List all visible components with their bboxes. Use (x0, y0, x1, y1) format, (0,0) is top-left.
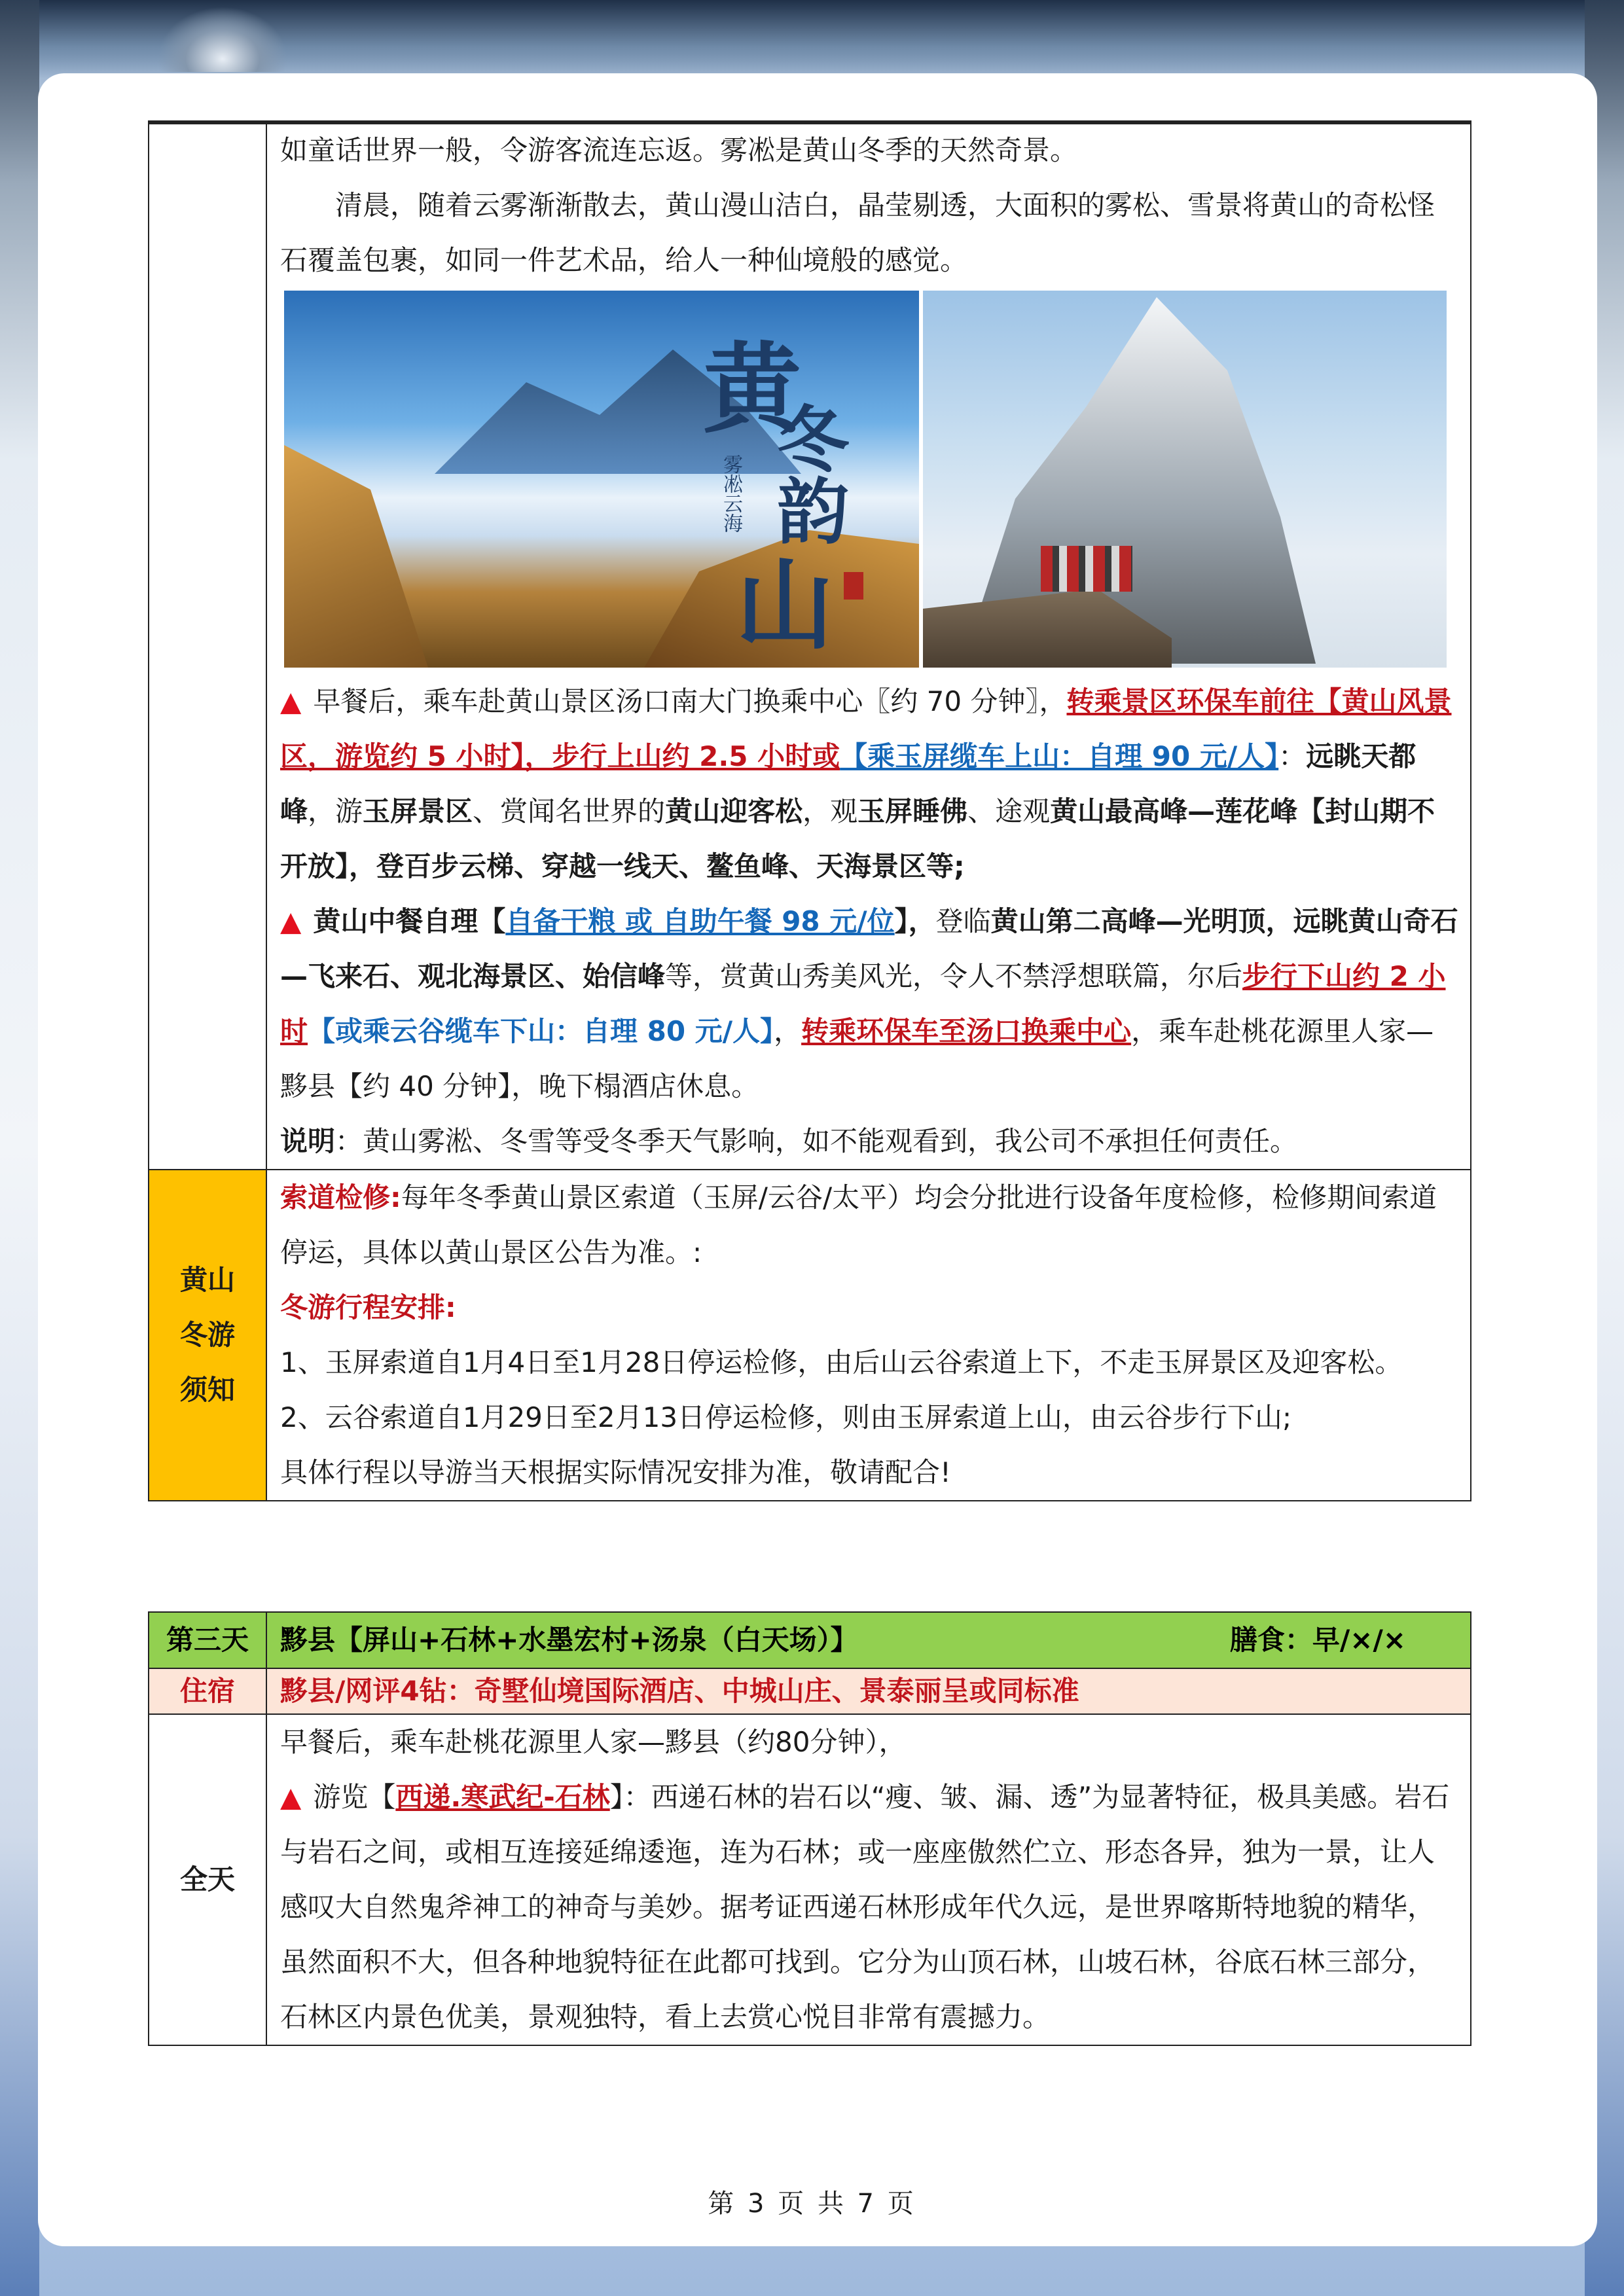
intro-text: 如童话世界一般，令游客流连忘返。雾凇是黄山冬季的天然奇景。 (280, 134, 1078, 166)
note-text: ：黄山雾淞、冬雪等受冬季天气影响，如不能观看到，我公司不承担任何责任。 (335, 1125, 1298, 1157)
stay-label: 住宿 (149, 1668, 266, 1714)
allday-content-cell (266, 1714, 1471, 2045)
stay-hotels: 黟县/网评4钻：奇墅仙境国际酒店、中城山庄、景泰丽呈或同标准 (266, 1668, 1471, 1714)
ropeway-heading: 索道检修: (280, 1181, 401, 1213)
notice-label-2: 冬游 (179, 1319, 235, 1351)
winter-plan-item-1: 1、玉屏索道自1月4日至1月28日停运检修，由后山云谷索道上下，不走玉屏景区及迎客松。 (280, 1346, 1403, 1378)
text-a3: 【乘玉屏缆车上山：自理 90 元/人】 (840, 740, 1279, 772)
mountain-banner (0, 0, 1624, 79)
snowy-peak-photo (923, 291, 1447, 668)
day3-text-a: 游览【 (313, 1781, 396, 1813)
text-b1: 黄山中餐自理【 (313, 905, 506, 937)
itinerary-table-day3 (148, 1611, 1471, 2046)
text-b7: 步行下山约 2 小时 (280, 960, 1446, 1047)
triangle-icon: ▲ (280, 1781, 302, 1813)
notice-label-3: 须知 (179, 1374, 235, 1406)
text-a4: ： (1278, 740, 1307, 772)
tourists-shape (1041, 546, 1132, 592)
day3-title: 黟县【屏山+石林+水墨宏村+汤泉（白天场）】 (280, 1624, 858, 1656)
paragraph-note (267, 1114, 1470, 1169)
empty-label-cell (149, 122, 266, 1170)
paragraph-itinerary-b (267, 894, 1470, 1114)
paragraph-morning: 清晨，随着云雾渐渐散去，黄山漫山洁白，晶莹剔透，大面积的雾松、雪景将黄山的奇松怪石覆盖包裹，如同一件艺术品，给人一种仙境般的感觉。 (280, 189, 1435, 276)
ropeway-text: 每年冬季黄山景区索道（玉屏/云谷/太平）均会分批进行设备年度检修，检修期间索道停运，具体以黄山景区公告为准。: (280, 1181, 1437, 1268)
day2-content-cell (266, 122, 1471, 1170)
day3-text-b: 西递.寒武纪-石林 (395, 1781, 610, 1813)
text-a6: ，游 (308, 795, 363, 827)
notice-label-1: 黄山 (179, 1264, 235, 1296)
paragraph-itinerary-a (267, 674, 1470, 894)
huangshan-winter-poster-image (284, 291, 919, 668)
triangle-icon: ▲ (280, 685, 302, 717)
page-number: 第 3 页 共 7 页 (708, 2189, 916, 2219)
text-a11: 玉屏睡佛 (857, 795, 968, 827)
day-label: 第三天 (149, 1612, 266, 1668)
text-a12: 、途观 (967, 795, 1051, 827)
itinerary-table-day2 (148, 122, 1471, 1501)
stay-row (149, 1668, 1471, 1714)
text-a2: 转乘景区环保车前往【黄山风景区，游览约 5 小时】，步行上山约 2.5 小时或 (280, 685, 1452, 772)
rock-left-shape (284, 445, 428, 668)
text-b8: 【或乘云谷缆车下山：自理 80 元/人】 (308, 1015, 774, 1047)
text-b5: 黄山第二高峰—光明顶，远眺黄山奇石—飞来石、观北海景区、始信峰 (280, 905, 1458, 992)
text-b9: ， (774, 1015, 802, 1047)
notice-row (149, 1170, 1471, 1501)
text-a8: 、赏闻名世界的 (473, 795, 666, 827)
text-b11: ，乘车赴桃花源里人家—黟县【约 40 分钟】，晚下榻酒店休息。 (280, 1015, 1434, 1102)
allday-label: 全天 (179, 1863, 235, 1895)
text-a7: 玉屏景区 (363, 795, 473, 827)
text-a1: 早餐后，乘车赴黄山景区汤口南大门换乘中心〖约 70 分钟〗， (313, 685, 1067, 717)
text-a5: 远眺天都峰 (280, 740, 1416, 827)
left-mountain-border (0, 0, 39, 2296)
text-a10: ，观 (803, 795, 858, 827)
day3-header-row (149, 1612, 1471, 1668)
calligraphy-huang: 黄 (703, 332, 802, 447)
notice-ropeway (267, 1170, 1470, 1280)
text-b10: 转乘环保车至汤口换乘中心 (801, 1015, 1132, 1047)
day3-paragraph-2 (267, 1770, 1470, 2045)
allday-label-cell (149, 1714, 266, 2045)
photo-strip (267, 288, 1470, 674)
winter-plan-heading: 冬游行程安排: (280, 1291, 456, 1323)
allday-row (149, 1714, 1471, 2045)
day2-content-row (149, 122, 1471, 1170)
text-b2: 自备干粮 或 自助午餐 98 元/位 (505, 905, 895, 937)
paragraph-intro (267, 123, 1470, 178)
text-b3: 】， (894, 905, 936, 937)
note-label: 说明 (280, 1125, 336, 1157)
winter-plan-note: 具体行程以导游当天根据实际情况安排为准，敬请配合! (280, 1456, 951, 1488)
winter-plan-item-2: 2、云谷索道自1月29日至2月13日停运检修，则由玉屏索道上山，由云谷步行下山; (280, 1401, 1292, 1433)
triangle-icon: ▲ (280, 905, 302, 937)
calligraphy-shan: 山 (736, 548, 835, 663)
notice-content-cell (266, 1170, 1471, 1501)
text-b6: 等，赏黄山秀美风光，令人不禁浮想联篇，尔后 (665, 960, 1243, 992)
day3-paragraph-1: 早餐后，乘车赴桃花源里人家—黟县（约80分钟）， (280, 1726, 907, 1758)
day3-title-cell (266, 1612, 1471, 1668)
calligraphy-dongyun: 冬韵 (765, 402, 850, 546)
calligraphy-small: 雾凇云海 (719, 454, 742, 533)
notice-label-cell (149, 1170, 266, 1501)
text-a13: 黄山最高峰—莲花峰【封山期不开放】，登百步云梯、穿越一线天、鳌鱼峰、天海景区等; (280, 795, 1435, 882)
day3-text-c: 】：西递石林的岩石以“瘦、皱、漏、透”为显著特征，极具美感。岩石与岩石之间，或相互连接延绵逶迤，连为石林；或一座座傲然伫立、形态各异，独为一景，让人感叹大自然鬼斧神工的神奇与美妙。据考证西递石林形成年代久远，是世界喀斯特地貌的精华，虽然面积不大，但各种地貌特征在此都可找到。它分为山顶石林，山坡石林，谷底石林三部分，石林区内景色优美，景观独特，看上去赏心悦目非常有震撼力。 (280, 1781, 1450, 2033)
text-b4: 登临 (935, 905, 991, 937)
red-seal (844, 572, 863, 600)
text-a9: 黄山迎客松 (665, 795, 803, 827)
day3-meals: 膳食：早/×/× (1229, 1624, 1406, 1656)
